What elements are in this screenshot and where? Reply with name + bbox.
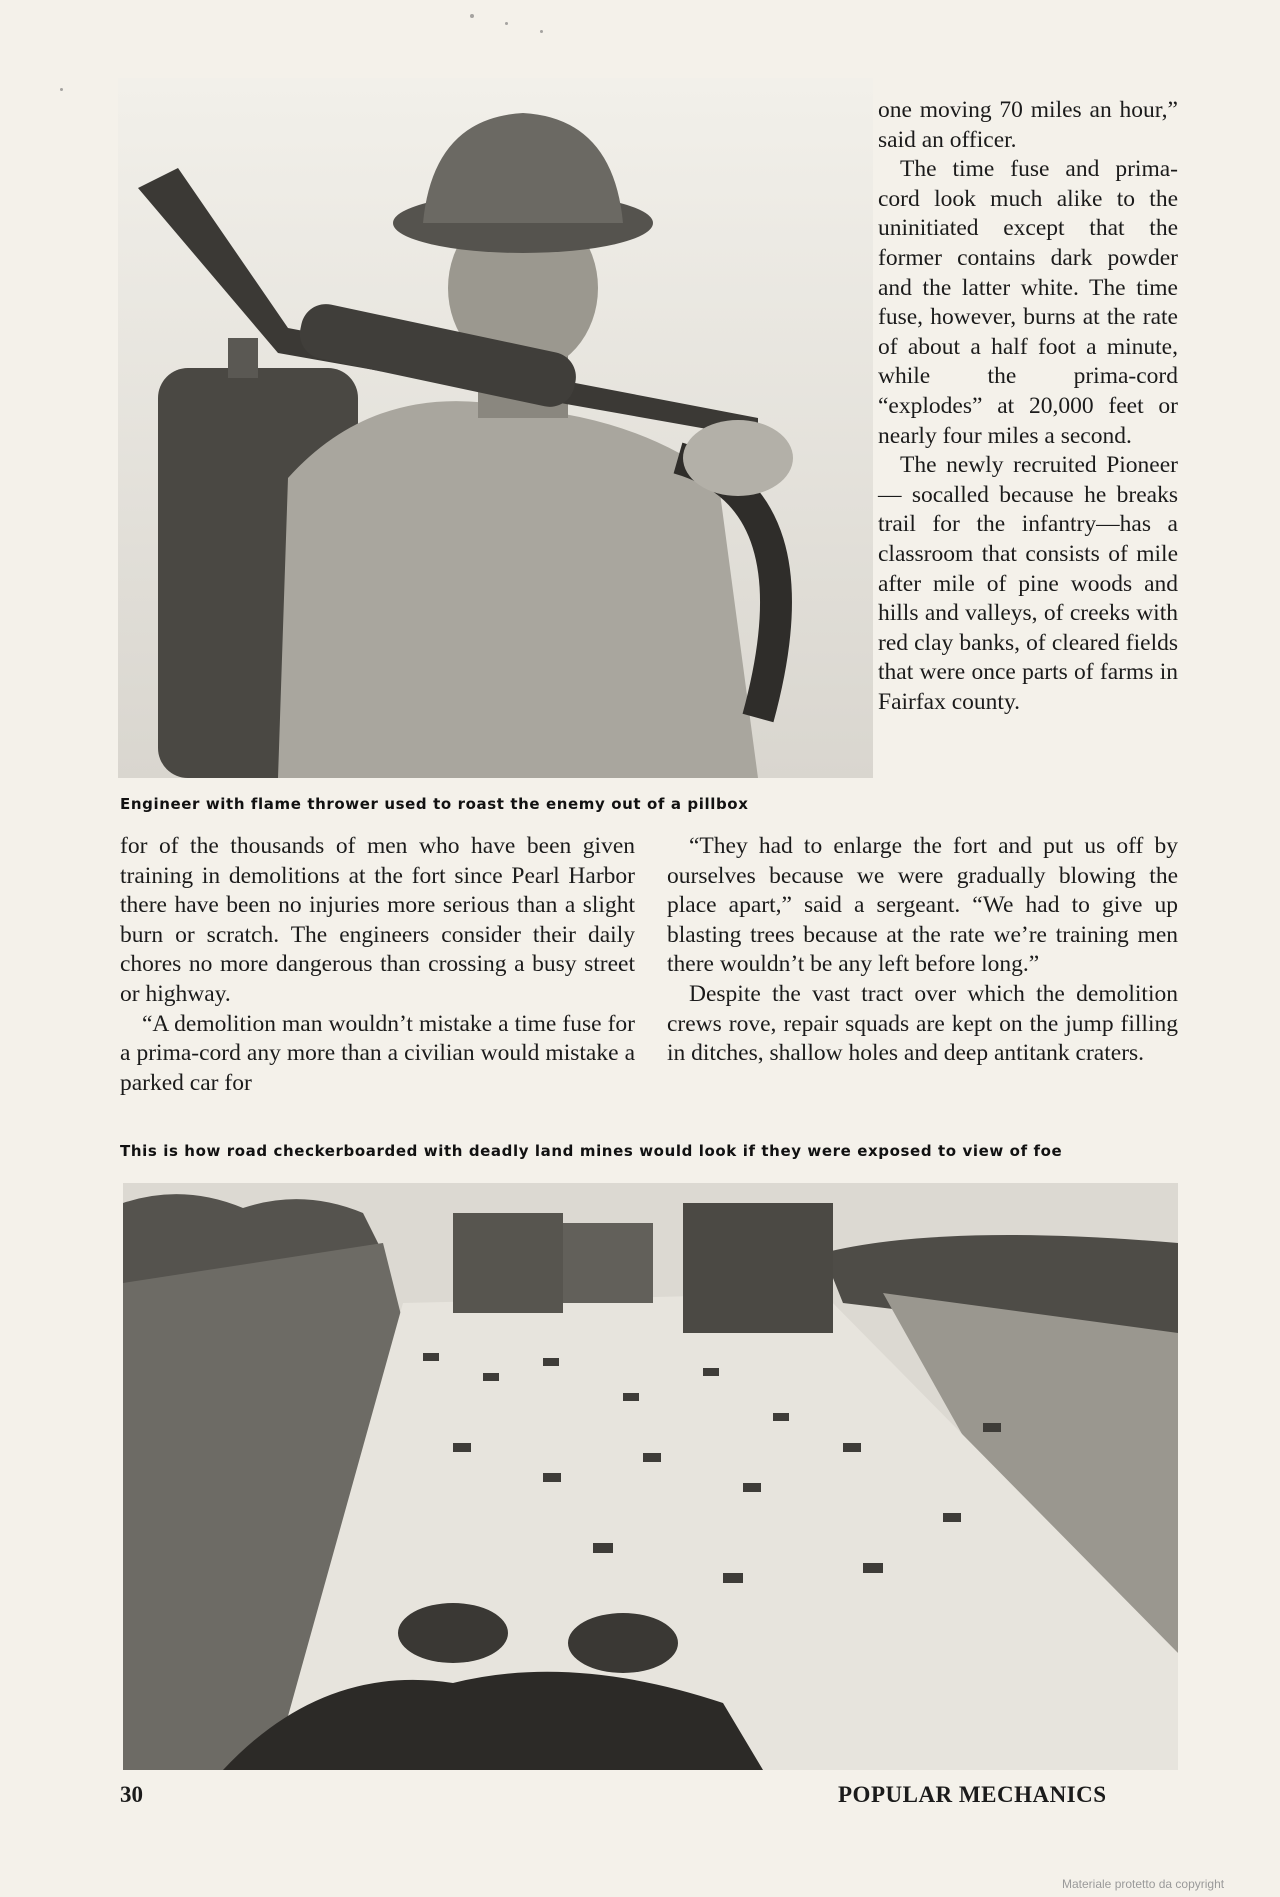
paragraph: one moving 70 miles an hour,” said an officer. [878,97,1178,153]
paragraph: The time fuse and prima-cord look much alike to the uninitiated except that the former contains dark powder and the latter white. The time fuse, however, burns at the rate of about a half foot a minute, while the prima-cord “explodes” at 20,000 feet or nearly four miles a second. [878,156,1178,449]
road-land-mines-photo [123,1183,1178,1770]
paragraph: “A demolition man wouldn’t mistake a time fuse for a prima-cord any more than a civilian would mistake a parked car for [120,1010,635,1096]
copyright-watermark: Materiale protetto da copyright [1062,1877,1225,1891]
right-column-bottom-text [667,832,1178,1069]
paragraph: Despite the vast tract over which the demolition crews rove, repair squads are kept on the jump filling in ditches, shallow holes and deep antitank craters. [667,980,1178,1067]
scan-speck [540,30,543,33]
page-number: 30 [120,1782,143,1807]
paragraph: for of the thousands of men who have been given training in demolitions at the fort since Pearl Harbor there have been no injuries more serious than a slight burn or scratch. The engineers consider their daily chores no more dangerous than crossing a busy street or highway. [120,833,635,1007]
publication-name: POPULAR MECHANICS [838,1782,1107,1807]
left-column-bottom-text [120,832,635,1098]
paragraph: “They had to enlarge the fort and put us off by ourselves because we were gradually blowing the place apart,” said a sergeant. “We had to give up blasting trees because at the rate we’re training men there wouldn’t be any left before long.” [667,833,1178,978]
soldier-flamethrower-photo [118,78,873,778]
right-column-top-text [878,96,1178,717]
top-photo-caption: Engineer with flame thrower used to roast the enemy out of a pillbox [120,795,749,813]
scan-speck [505,22,508,25]
scan-speck [470,14,474,18]
scan-speck [60,88,63,91]
paragraph: The newly recruited Pioneer — socalled because he breaks trail for the infantry—has a classroom that consists of mile after mile of pine woods and hills and valleys, of creeks with red clay banks, of cleared fields that were once parts of farms in Fairfax county. [878,452,1178,715]
bottom-photo-caption: This is how road checkerboarded with deadly land mines would look if they were exposed to view of foe [120,1142,1063,1160]
